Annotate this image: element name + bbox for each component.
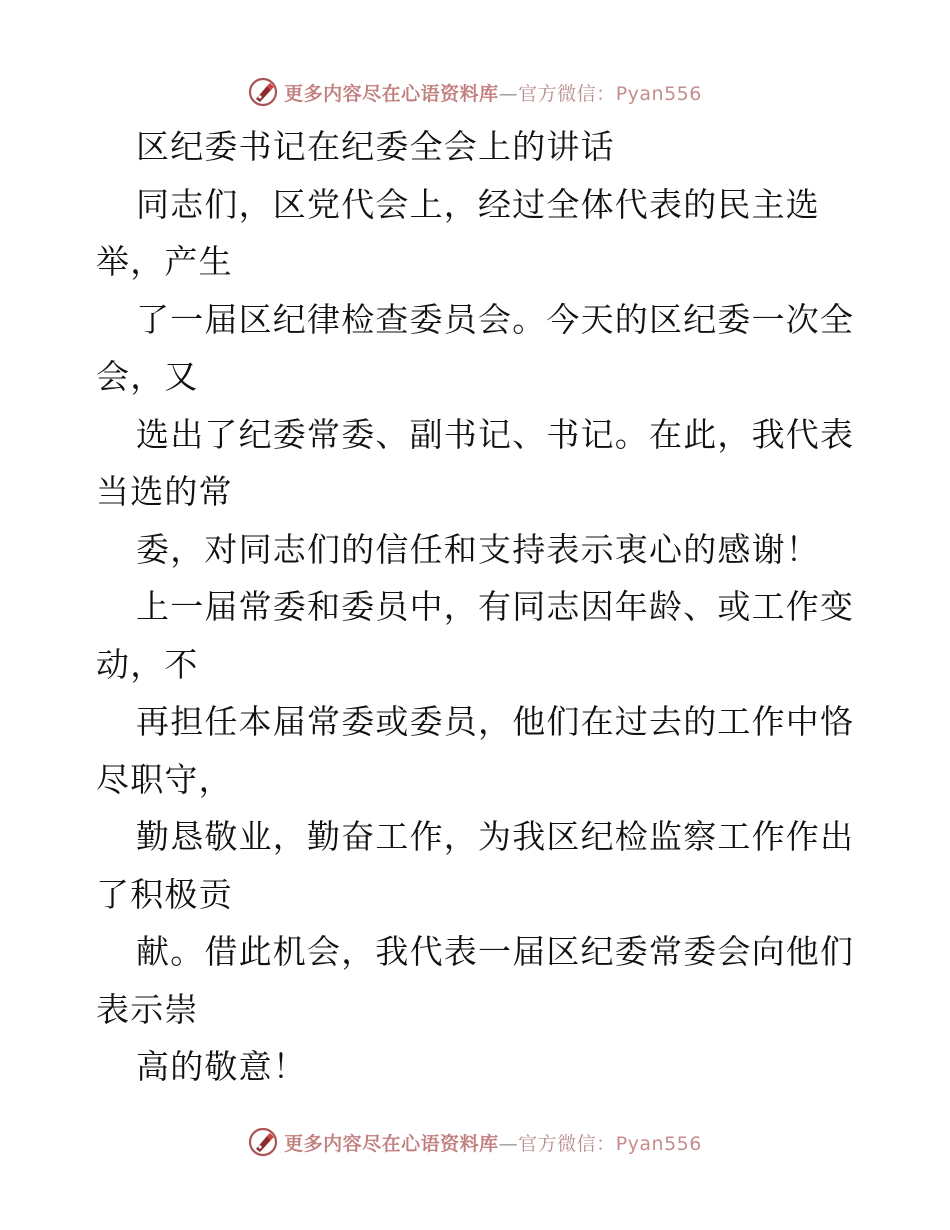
paragraph-line: 再担任本届常委或委员，他们在过去的工作中恪 (136, 702, 855, 741)
paragraph-line: 献。借此机会，我代表一届区纪委常委会向他们 (136, 932, 855, 971)
watermark-brand: 更多内容尽在心语资料库 (284, 1132, 499, 1155)
paragraph-line: 选出了纪委常委、副书记、书记。在此，我代表 (136, 414, 855, 454)
paragraph-line: 当选的常 (96, 472, 233, 511)
document-title: 区纪委书记在纪委全会上的讲话 (136, 127, 615, 166)
watermark-wechat-id: Pyan556 (615, 82, 702, 105)
paragraph-line: 尽职守， (96, 759, 233, 799)
paragraph-line: 会，又 (96, 357, 199, 396)
paragraph-line: 举，产生 (96, 242, 233, 281)
document-lines (96, 176, 856, 1096)
footer-watermark (0, 1122, 950, 1162)
paragraph-line: 上一届常委和委员中，有同志因年龄、或工作变 (136, 587, 855, 626)
paragraph-line: 委，对同志们的信任和支持表示衷心的感谢！ (136, 529, 820, 569)
paragraph-line: 动，不 (96, 644, 199, 684)
watermark-wechat-label: 官方微信： (518, 82, 616, 105)
paragraph-line: 高的敬意！ (136, 1047, 307, 1086)
pen-nib-logo-icon (248, 1127, 278, 1157)
paragraph-line: 了积极贡 (96, 874, 233, 914)
watermark-wechat-label: 官方微信： (518, 1132, 616, 1155)
paragraph-line: 了一届区纪律检查委员会。今天的区纪委一次全 (136, 299, 855, 339)
document-body (96, 118, 856, 1096)
watermark-separator: — (498, 1132, 519, 1155)
watermark-text (284, 79, 702, 106)
paragraph-line: 表示崇 (96, 989, 199, 1029)
paragraph-line: 勤恳敬业，勤奋工作，为我区纪检监察工作作出 (136, 817, 855, 856)
watermark-wechat-id: Pyan556 (615, 1132, 702, 1155)
watermark-text (284, 1129, 702, 1156)
watermark-brand: 更多内容尽在心语资料库 (284, 82, 499, 105)
paragraph-line: 同志们，区党代会上，经过全体代表的民主选 (136, 184, 820, 224)
watermark-separator: — (498, 82, 519, 105)
header-watermark (0, 72, 950, 112)
pen-nib-logo-icon (248, 77, 278, 107)
